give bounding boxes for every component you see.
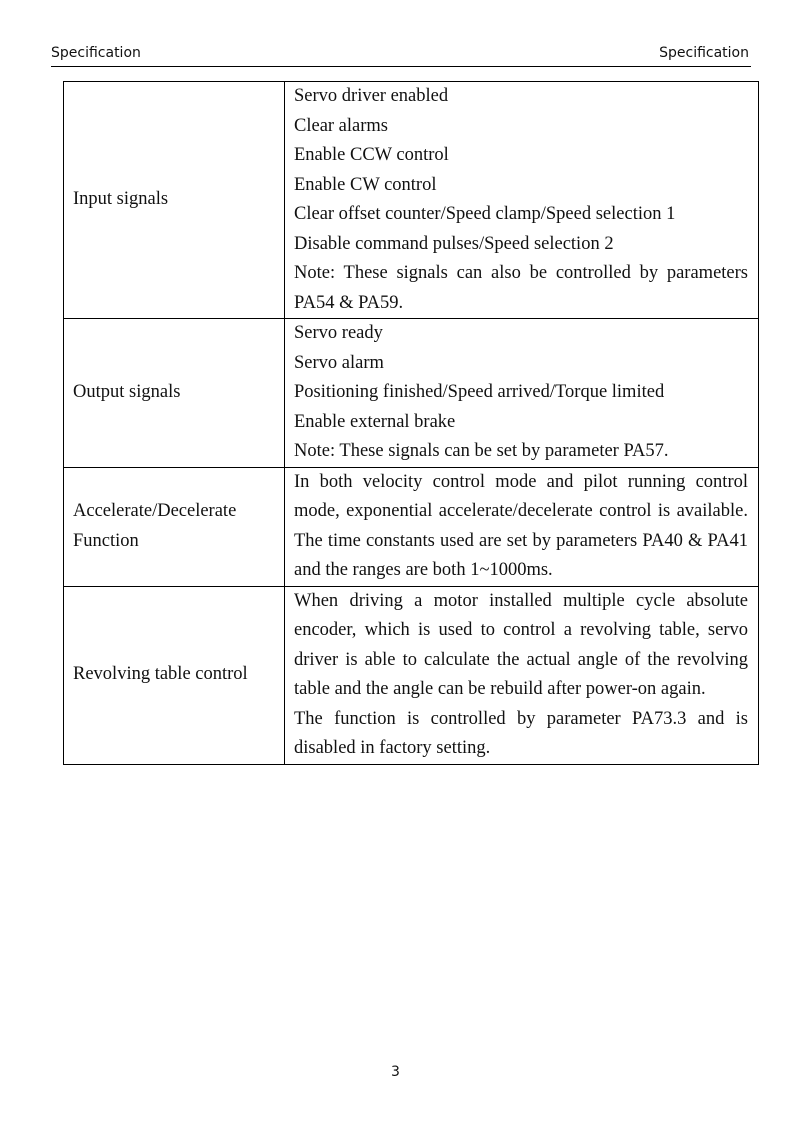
list-item: Enable external brake [294, 411, 456, 432]
note-line: Note: These signals can be set by parameter PA57. [294, 441, 669, 461]
row-content-accelerate-decelerate [285, 467, 759, 586]
description-paragraph: When driving a motor installed multiple cycle absolute encoder, which is used to control a revolving table, servo driver is able to calculate the actual angle of the revolving table and the angle can be rebuild after power-on again. [294, 590, 748, 699]
table-row-input-signals [64, 82, 759, 319]
list-item: Clear offset counter/Speed clamp/Speed selection 1 [294, 204, 676, 224]
description-paragraph: The function is controlled by parameter PA73.3 and is disabled in factory setting. [294, 708, 748, 758]
table-row-accelerate-decelerate [64, 467, 759, 586]
note-line: Note: These signals can also be controlled by parameters [294, 263, 748, 283]
note-line: PA54 & PA59. [294, 292, 404, 313]
row-label-revolving-table: Revolving table control [64, 586, 285, 764]
row-content-revolving-table [285, 586, 759, 764]
list-item: Positioning finished/Speed arrived/Torque limited [294, 382, 665, 402]
header-right-title: Specification [659, 45, 749, 61]
row-content-output-signals [285, 319, 759, 468]
table-row-output-signals [64, 319, 759, 468]
description-paragraph: In both velocity control mode and pilot running control mode, exponential accelerate/decelerate control is available. The time constants used are set by parameters PA40 & PA41 and the ranges are both 1~1000ms. [294, 471, 748, 580]
row-content-input-signals [285, 82, 759, 319]
list-item: Clear alarms [294, 115, 388, 136]
list-item: Servo driver enabled [294, 86, 449, 106]
table-row-revolving-table [64, 586, 759, 764]
row-label-line: Accelerate/Decelerate [73, 501, 237, 521]
list-item: Servo ready [294, 323, 383, 343]
header-left-title: Specification [51, 45, 141, 61]
list-item: Enable CW control [294, 174, 437, 195]
list-item: Enable CCW control [294, 145, 449, 165]
list-item: Disable command pulses/Speed selection 2 [294, 233, 614, 254]
row-label-accelerate-decelerate [64, 467, 285, 586]
row-label-output-signals: Output signals [64, 319, 285, 468]
row-label-input-signals: Input signals [64, 82, 285, 319]
page-header [51, 44, 751, 67]
row-label-line: Function [73, 530, 139, 551]
page-number: 3 [391, 1064, 400, 1080]
specification-table [63, 81, 759, 765]
list-item: Servo alarm [294, 352, 384, 373]
